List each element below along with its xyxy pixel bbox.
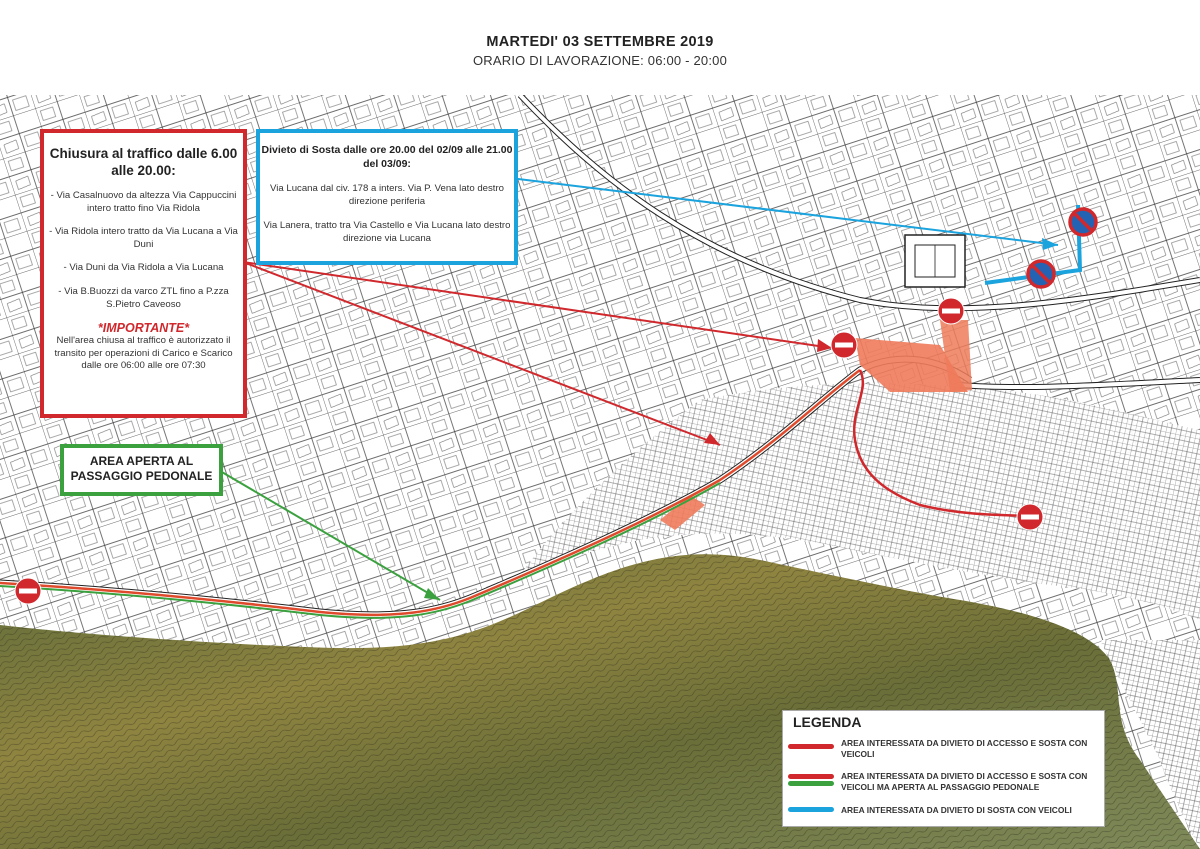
parking-ban-box	[256, 129, 518, 265]
legend	[782, 710, 1105, 827]
legend-entry-label: AREA INTERESSATA DA DIVIETO DI ACCESSO E SOSTA CON VEICOLI MA APERTA AL PASSAGGIO PEDONALE	[841, 771, 1088, 792]
no-entry-icon	[14, 577, 42, 605]
page-title: MARTEDI' 03 SETTEMBRE 2019	[486, 34, 714, 50]
closure-item: - Via Duni da Via Ridola a Via Lucana	[63, 262, 224, 274]
no-parking-icon	[1026, 259, 1056, 289]
closure-heading: Chiusura al traffico dalle 6.00 alle 20.00:	[49, 146, 238, 178]
red-green-line-swatch	[788, 773, 834, 787]
important-note: Nell'area chiusa al traffico è autorizzato il transito per operazioni di Carico e Scarico dalle ore 06:00 alle ore 07:30	[54, 335, 233, 372]
no-entry-icon	[830, 331, 858, 359]
parking-item: Via Lanera, tratto tra Via Castello e Via Lucana lato destro direzione via Lucana	[263, 220, 511, 244]
blue-line-swatch	[788, 806, 834, 814]
legend-entry-label: AREA INTERESSATA DA DIVIETO DI ACCESSO E SOSTA CON VEICOLI	[841, 738, 1088, 759]
important-label: *IMPORTANTE*	[97, 321, 190, 336]
parking-item: Via Lucana dal civ. 178 a inters. Via P. Vena lato destro direzione periferia	[270, 183, 504, 207]
map-header	[0, 0, 1200, 95]
parking-heading: Divieto di Sosta dalle ore 20.00 del 02/09 alle 21.00 del 03/09:	[261, 144, 513, 170]
no-entry-icon	[1016, 503, 1044, 531]
work-hours-subtitle: ORARIO DI LAVORAZIONE: 06:00 - 20:00	[472, 53, 728, 68]
pedestrian-area-box	[60, 444, 223, 496]
no-entry-icon	[937, 297, 965, 325]
closure-item: - Via Casalnuovo da altezza Via Cappuccini intero tratto fino Via Ridola	[50, 190, 237, 214]
legend-title: LEGENDA	[793, 714, 862, 730]
traffic-closure-box	[40, 129, 247, 418]
red-line-swatch	[788, 743, 834, 751]
pedestrian-label: AREA APERTA AL PASSAGGIO PEDONALE	[70, 454, 213, 483]
closure-item: - Via Ridola intero tratto da Via Lucana a Via Duni	[49, 226, 238, 250]
closure-item: - Via B.Buozzi da varco ZTL fino a P.zza S.Pietro Caveoso	[58, 285, 229, 310]
no-parking-icon	[1068, 207, 1098, 237]
legend-entry-label: AREA INTERESSATA DA DIVIETO DI SOSTA CON VEICOLI	[841, 805, 1072, 815]
